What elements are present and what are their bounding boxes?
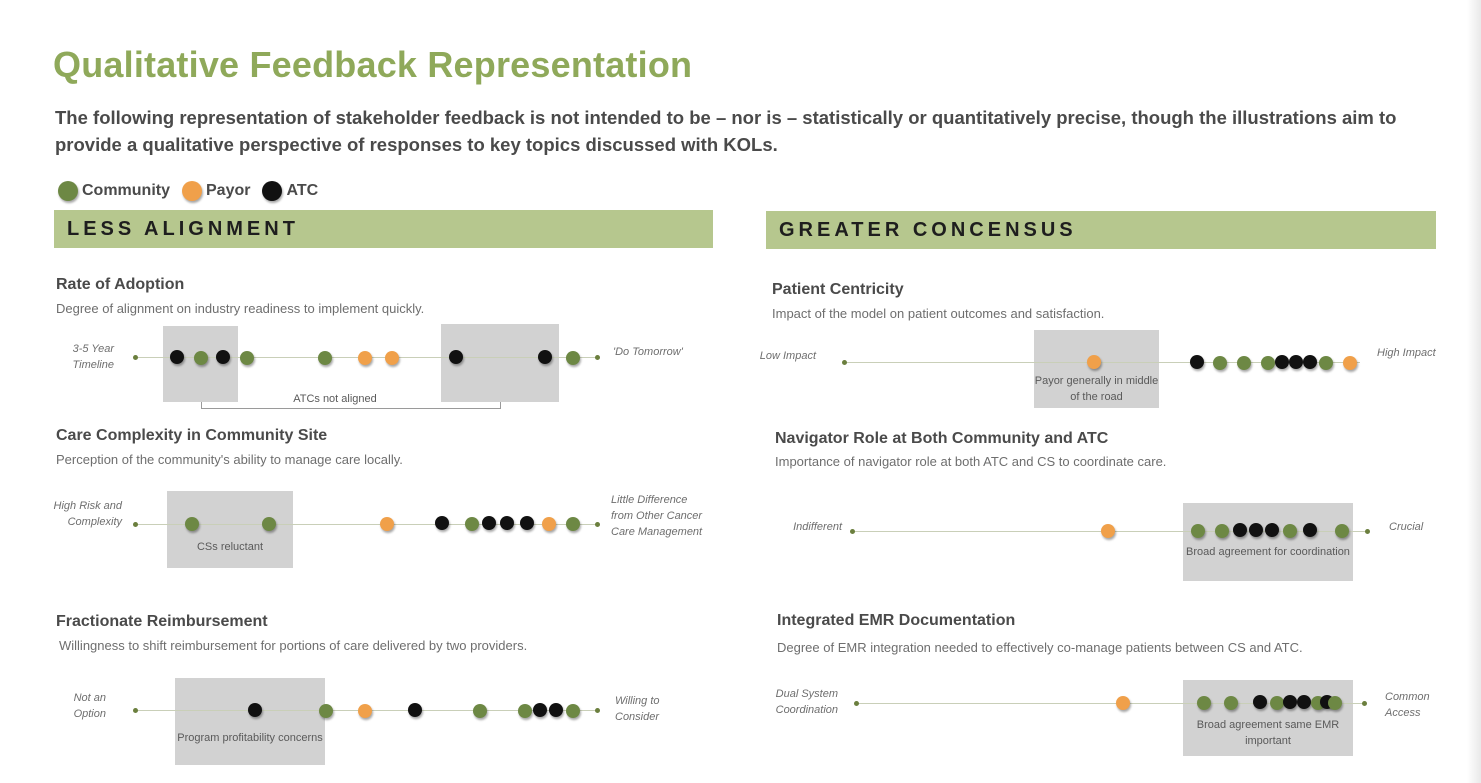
atc-response-dot [1233,523,1247,537]
community-response-dot [1213,356,1227,370]
community-response-dot [566,704,580,718]
scale-right-label: Little Difference from Other Cancer Care Management [611,494,703,538]
community-response-dot [1319,356,1333,370]
scale-left-label: Not an Option [73,692,106,720]
axis-endpoint [133,522,138,527]
atc-response-dot [482,516,496,530]
highlight-box [175,678,325,765]
community-response-dot [1283,524,1297,538]
topic-title: Navigator Role at Both Community and ATC [775,430,1109,447]
topic-title: Care Complexity in Community Site [56,427,328,444]
community-response-dot [1328,696,1342,710]
community-dot-icon [58,181,78,201]
scale-left-label: 3-5 Year Timeline [72,343,114,371]
atc-response-dot [1303,523,1317,537]
atc-response-dot [248,703,262,717]
atc-response-dot [216,350,230,364]
topic-title: Rate of Adoption [56,276,185,293]
topic-title: Fractionate Reimbursement [56,613,268,630]
legend-label: Payor [206,182,251,199]
scale-left-label: Low Impact [759,350,816,362]
atc-response-dot [1289,355,1303,369]
community-response-dot [318,351,332,365]
axis-endpoint [842,360,847,365]
axis-endpoint [850,529,855,534]
section-header-less-alignment: LESS ALIGNMENT [54,210,713,248]
atc-response-dot [533,703,547,717]
atc-response-dot [435,516,449,530]
topic-title: Patient Centricity [772,281,904,298]
axis-endpoint [1365,529,1370,534]
payor-response-dot [1116,696,1130,710]
highlight-box-label: Broad agreement same EMR important [1196,719,1340,747]
topic-title: Integrated EMR Documentation [777,612,1016,629]
community-response-dot [262,517,276,531]
atc-response-dot [1265,523,1279,537]
highlight-box [167,491,293,568]
bracket-label: ATCs not aligned [250,391,420,407]
highlight-box-label: CSs reluctant [196,541,264,553]
legend [58,176,330,206]
scale-right-label: High Impact [1377,347,1436,359]
legend-item-payor [182,181,250,201]
legend-label: Community [82,182,170,199]
axis-endpoint [595,522,600,527]
community-response-dot [1335,524,1349,538]
payor-response-dot [385,351,399,365]
payor-response-dot [1087,355,1101,369]
payor-response-dot [1101,524,1115,538]
axis-endpoint [133,708,138,713]
legend-item-atc [262,181,318,201]
section-header-greater-concensus: GREATER CONCENSUS [766,211,1436,249]
highlight-box [1183,503,1353,581]
topic-description: Degree of alignment on industry readiness to implement quickly. [56,301,425,316]
payor-response-dot [1343,356,1357,370]
atc-response-dot [1253,695,1267,709]
payor-response-dot [542,517,556,531]
axis-endpoint [595,708,600,713]
community-response-dot [194,351,208,365]
atc-response-dot [1275,355,1289,369]
community-response-dot [566,517,580,531]
atc-response-dot [549,703,563,717]
atc-response-dot [538,350,552,364]
community-response-dot [185,517,199,531]
page-edge-shadow [1467,0,1481,783]
atc-response-dot [1190,355,1204,369]
axis-endpoint [133,355,138,360]
atc-response-dot [1297,695,1311,709]
atc-response-dot [1249,523,1263,537]
topic-description: Importance of navigator role at both ATC and CS to coordinate care. [775,454,1167,469]
axis-endpoint [1362,701,1367,706]
axis-endpoint [854,701,859,706]
community-response-dot [1191,524,1205,538]
atc-dot-icon [262,181,282,201]
scale-right-label: Common Access [1385,691,1430,719]
payor-response-dot [380,517,394,531]
intro-text: The following representation of stakeholder feedback is not intended to be – nor is – statistically or quantitatively precise, though the illustrations aim to provide a qualitative perspective of responses to key topics discussed with KOLs. [55,107,1397,155]
community-response-dot [518,704,532,718]
axis-endpoint [595,355,600,360]
legend-label: ATC [286,182,319,199]
highlight-box-label: Program profitability concerns [177,732,323,744]
atc-response-dot [449,350,463,364]
community-response-dot [1237,356,1251,370]
scale-left-label: Dual System Coordination [775,688,838,716]
community-response-dot [1215,524,1229,538]
scale-right-label: Crucial [1389,521,1424,533]
topic-description: Impact of the model on patient outcomes and satisfaction. [772,306,1105,321]
community-response-dot [473,704,487,718]
atc-response-dot [170,350,184,364]
topic-description: Degree of EMR integration needed to effectively co-manage patients between CS and ATC. [777,640,1303,655]
atc-response-dot [408,703,422,717]
atc-response-dot [520,516,534,530]
community-response-dot [240,351,254,365]
page-title: Qualitative Feedback Representation [53,44,693,85]
community-response-dot [566,351,580,365]
community-response-dot [1197,696,1211,710]
atc-response-dot [500,516,514,530]
payor-dot-icon [182,181,202,201]
community-response-dot [465,517,479,531]
community-response-dot [319,704,333,718]
payor-response-dot [358,704,372,718]
scale-left-label: Indifferent [793,521,842,533]
topic-description: Perception of the community's ability to manage care locally. [56,452,403,467]
topic-description: Willingness to shift reimbursement for portions of care delivered by two providers. [59,638,528,653]
community-response-dot [1224,696,1238,710]
scale-right-label: 'Do Tomorrow' [613,346,683,358]
highlight-box-label: Payor generally in middle of the road [1034,375,1159,403]
community-response-dot [1261,356,1275,370]
payor-response-dot [358,351,372,365]
legend-item-community [58,181,170,201]
atc-response-dot [1303,355,1317,369]
community-response-dot [1270,696,1284,710]
atc-response-dot [1283,695,1297,709]
highlight-box-label: Broad agreement for coordination [1186,546,1350,558]
scale-right-label: Willing to Consider [615,695,660,723]
scale-left-label: High Risk and Complexity [53,500,122,528]
